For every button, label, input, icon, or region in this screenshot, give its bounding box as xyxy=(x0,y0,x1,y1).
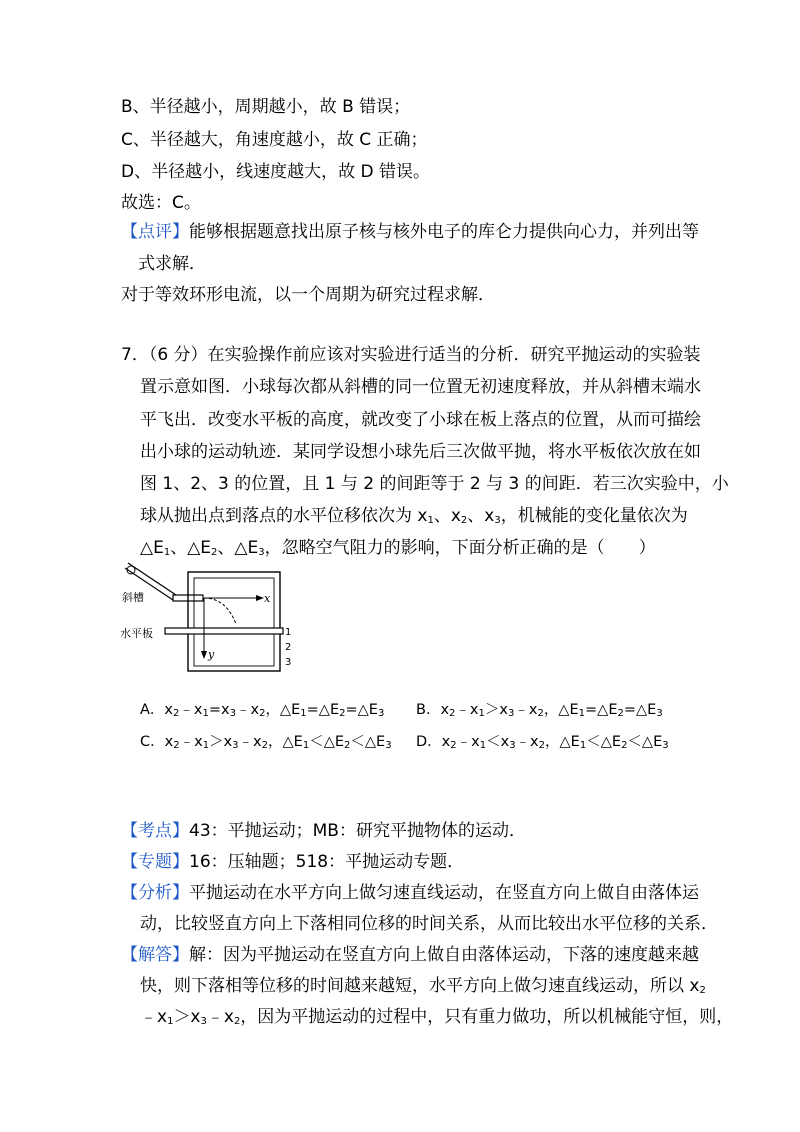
y-axis-arrow-icon xyxy=(201,651,207,659)
kaodian-tag: 【考点】 xyxy=(121,821,189,841)
question-7-line-6: 球从抛出点到落点的水平位移依次为 $x_1$、$x_2$、$x_3$，机械能的变化量依次为 xyxy=(140,506,688,526)
question-7-line-7: $\triangle E_1$、$\triangle E_2$、$\triangle E_3$，忽略空气阻力的影响，下面分析正确的是（ ） xyxy=(140,538,656,558)
comment-tag: 【点评】 xyxy=(121,222,189,242)
kaodian-line: 【考点】43：平抛运动；MB：研究平抛物体的运动． xyxy=(121,821,526,841)
fenxi-line-2: 动，比较竖直方向上下落相同位移的时间关系，从而比较出水平位移的关系． xyxy=(140,914,718,934)
position-1-label: 1 xyxy=(285,627,292,638)
comment-line-3: 对于等效环形电流，以一个周期为研究过程求解． xyxy=(121,285,495,305)
x-axis-arrow-icon xyxy=(256,595,264,601)
frame-outer xyxy=(188,572,280,671)
trajectory-curve xyxy=(204,598,236,624)
zhuanti-line: 【专题】16：压轴题；518：平抛运动专题． xyxy=(121,852,465,872)
option-b: B．$x_2﹣x_1>x_3﹣x_2$，$\triangle E_1=\triangle E_2=\triangle E_3$ xyxy=(416,702,663,719)
position-3-label: 3 xyxy=(285,657,292,668)
option-d: D．$x_2﹣x_1<x_3﹣x_2$，$\triangle E_1<\triangle E_2<\triangle E_3$ xyxy=(416,734,669,751)
chute-label: 斜槽 xyxy=(122,591,144,604)
answer-line: 故选：C。 xyxy=(121,193,201,213)
comment-line-2: 式求解． xyxy=(138,254,206,274)
option-a: A．$x_2﹣x_1=x_3﹣x_2$，$\triangle E_1=\triangle E_2=\triangle E_3$ xyxy=(140,702,385,719)
jieda-line-3: $﹣x_1>x_3﹣x_2$，因为平抛运动的过程中，只有重力做功，所以机械能守恒，则， xyxy=(140,1007,734,1027)
option-c: C．$x_2﹣x_1>x_3﹣x_2$，$\triangle E_1<\triangle E_2<\triangle E_3$ xyxy=(140,734,392,751)
option-b-explanation: B、半径越小，周期越小，故 B 错误； xyxy=(121,97,411,117)
horizontal-board xyxy=(165,628,283,634)
axis-x-label: x xyxy=(264,592,271,605)
question-7-line-1: 7．（6 分）在实验操作前应该对实验进行适当的分析．研究平抛运动的实验装 xyxy=(121,345,701,365)
jieda-tag: 【解答】 xyxy=(121,945,189,965)
question-7-line-3: 平飞出．改变水平板的高度，就改变了小球在板上落点的位置，从而可描绘 xyxy=(140,410,701,430)
apparatus-figure xyxy=(118,562,308,674)
option-d-explanation: D、半径越小，线速度越大，故 D 错误。 xyxy=(121,162,430,182)
jieda-line-1: 【解答】解：因为平抛运动在竖直方向上做自由落体运动，下落的速度越来越 xyxy=(121,945,699,965)
fenxi-line-1: 【分析】平抛运动在水平方向上做匀速直线运动，在竖直方向上做自由落体运 xyxy=(121,883,699,903)
question-7-line-2: 置示意如图．小球每次都从斜槽的同一位置无初速度释放，并从斜槽末端水 xyxy=(140,377,701,397)
question-7-line-5: 图 1、2、3 的位置，且 1 与 2 的间距等于 2 与 3 的间距．若三次实验中，小 xyxy=(140,474,729,494)
question-7-line-4: 出小球的运动轨迹．某同学设想小球先后三次做平抛，将水平板依次放在如 xyxy=(140,442,701,462)
position-2-label: 2 xyxy=(285,642,292,653)
jieda-line-2: 快，则下落相等位移的时间越来越短，水平方向上做匀速直线运动，所以 $x_2$ xyxy=(140,976,706,996)
option-c-explanation: C、半径越大，角速度越小，故 C 正确； xyxy=(121,130,428,150)
zhuanti-tag: 【专题】 xyxy=(121,852,189,872)
board-label: 水平板 xyxy=(120,627,153,640)
comment-line-1: 【点评】能够根据题意找出原子核与核外电子的库仑力提供向心力，并列出等 xyxy=(121,222,699,242)
axis-y-label: y xyxy=(208,648,215,661)
fenxi-tag: 【分析】 xyxy=(121,883,189,903)
